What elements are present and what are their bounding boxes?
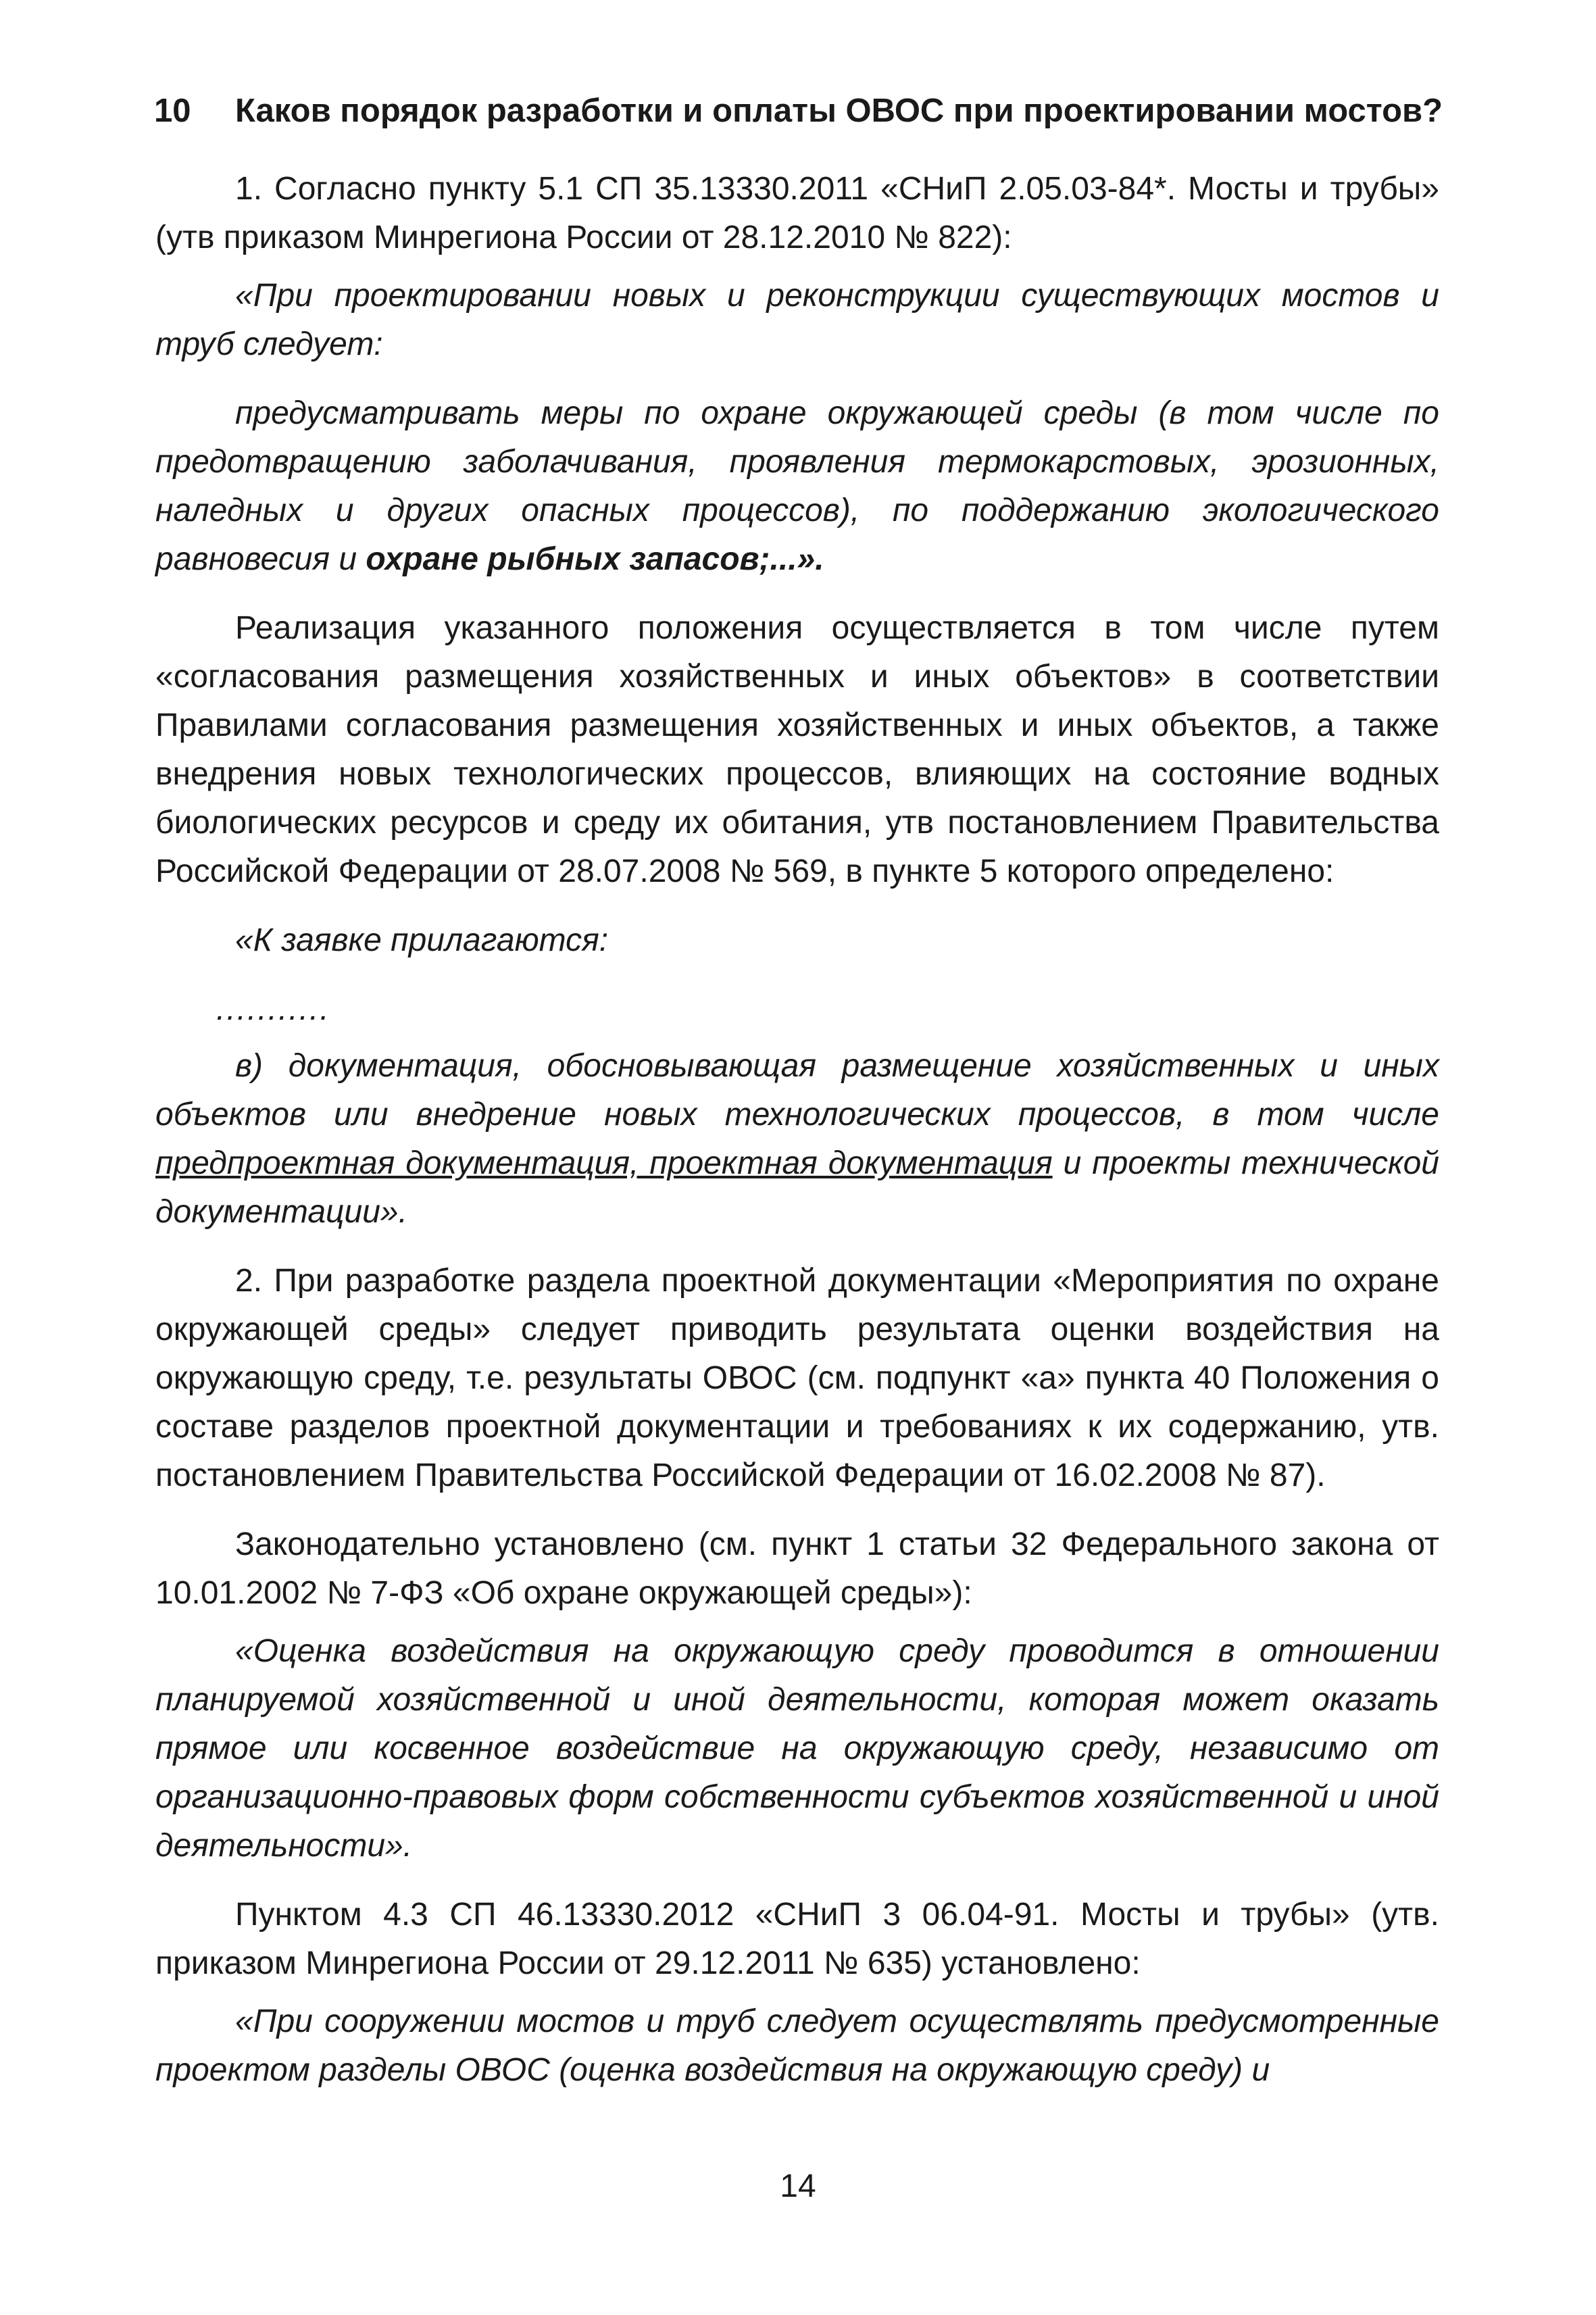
quote-documentation-underlined: предпроектная документация, проектная документация: [155, 1145, 1053, 1181]
quote-measures: [155, 389, 1439, 584]
paragraph-law: Законодательно установлено (см. пункт 1 статьи 32 Федерального закона от 10.01.2002 № 7-ФЗ «Об охране окружающей среды»):: [155, 1526, 1439, 1611]
quote-intro: «При проектировании новых и реконструкции существующих мостов и труб следует:: [155, 278, 1439, 362]
quote-assessment: «Оценка воздействия на окружающую среду проводится в отношении планируемой хозяйственной и иной деятельности, которая может оказать прямое или косвенное воздействие на окружающую среду, независимо от организационно-правовых форм собственности субъектов хозяйственной и иной деятельности».: [155, 1633, 1439, 1864]
page-number: 14: [780, 2168, 816, 2204]
quote-documentation-text: в) документация, обосновывающая размещение хозяйственных и иных объектов или внедрение новых технологических процессов, в том числе: [155, 1048, 1439, 1132]
quote-documentation-end: и проекты технической документации».: [155, 1145, 1439, 1230]
quote-construction: «При сооружении мостов и труб следует осуществлять предусмотренные проектом разделы ОВОС (оценка воздействия на окружающую среду) и: [155, 2003, 1439, 2088]
document-body: [155, 165, 1439, 2104]
question-title: Каков порядок разработки и оплаты ОВОС при проектировании мостов?: [235, 93, 1443, 129]
paragraph-2: 2. При разработке раздела проектной документации «Мероприятия по охране окружающей среды» следует приводить результата оценки воздействия на окружающую среду, т.е. результаты ОВОС (см. подпункт «а» пункта 40 Положения о составе разделов проектной документации и требованиях к их содержанию, утв. постановлением Правительства Российской Федерации от 16.02.2008 № 87).: [155, 1263, 1439, 1493]
quote-attachments: «К заявке прилагаются:: [235, 922, 609, 958]
paragraph-implementation: Реализация указанного положения осуществляется в том числе путем «согласования размещения хозяйственных и иных объектов» в соответствии Правилами согласования размещения хозяйственных и иных объектов, а также внедрения новых технологических процессов, влияющих на состояние водных биологических ресурсов и среду их обитания, утв постановлением Правительства Российской Федерации от 28.07.2008 № 569, в пункте 5 которого определено:: [155, 610, 1439, 889]
ellipsis-line: ...........: [216, 991, 330, 1027]
quote-measures-text: предусматривать меры по охране окружающей среды (в том числе по предотвращению заболачивания, проявления термокарстовых, эрозионных, наледных и других опасных процессов), по поддержанию экологического равновесия и: [155, 395, 1439, 577]
quote-measures-bold: охране рыбных запасов;...».: [366, 541, 824, 577]
paragraph-clause-4-3: Пунктом 4.3 СП 46.13330.2012 «СНиП 3 06.04-91. Мосты и трубы» (утв. приказом Минрегиона России от 29.12.2011 № 635) установлено:: [155, 1897, 1439, 1981]
paragraph-1: 1. Согласно пункту 5.1 СП 35.13330.2011 «СНиП 2.05.03-84*. Мосты и трубы» (утв приказом Минрегиона России от 28.12.2010 № 822):: [155, 171, 1439, 255]
question-number: 10: [154, 93, 191, 129]
quote-documentation: [155, 1042, 1439, 1237]
question-heading: [154, 84, 1472, 138]
